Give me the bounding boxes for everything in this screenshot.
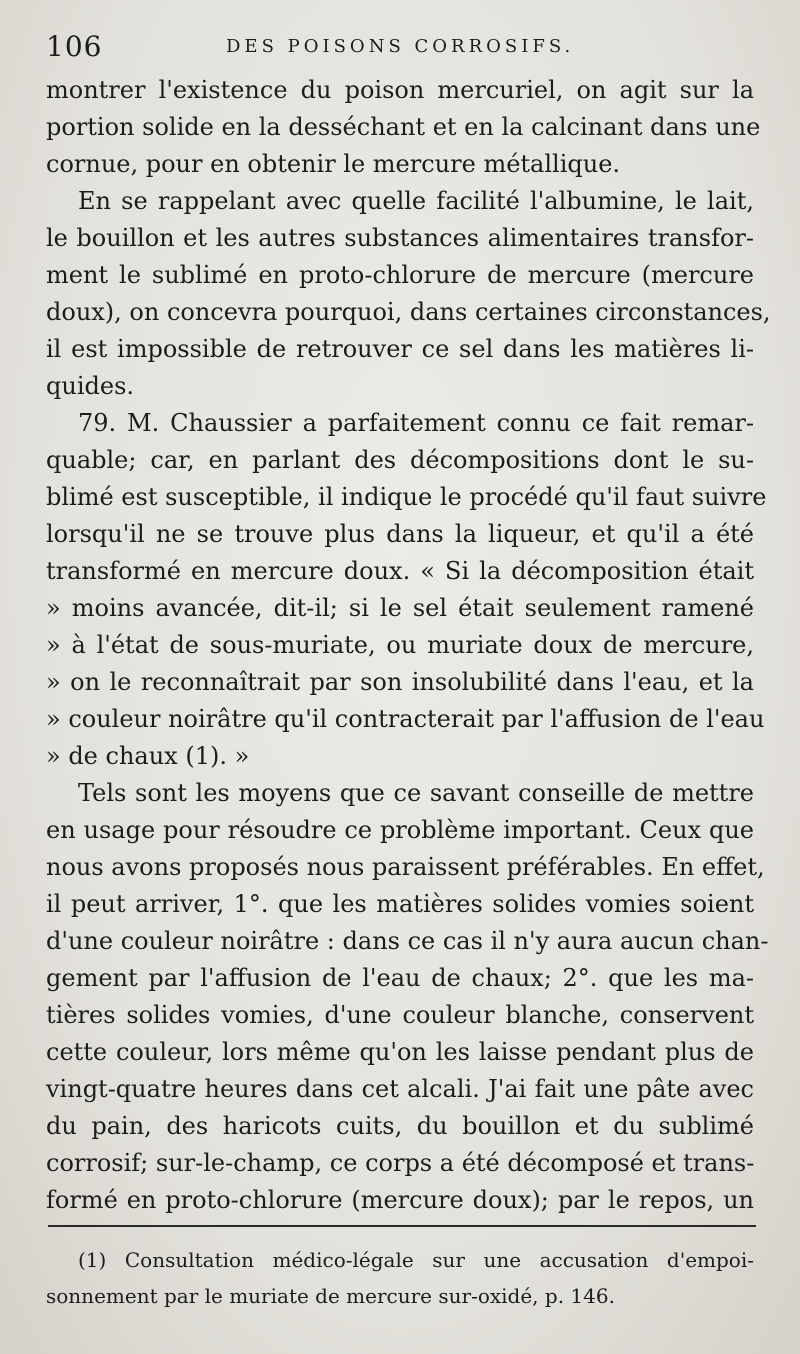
text-line: » à l'état de sous-muriate, ou muriate doux de mercure, (46, 631, 754, 659)
text-line: » on le reconnaîtrait par son insolubilité dans l'eau, et la (46, 668, 754, 696)
page-number: 106 (46, 30, 103, 63)
text-line: d'une couleur noirâtre : dans ce cas il n'y aura aucun chan- (46, 927, 769, 955)
text-line: du pain, des haricots cuits, du bouillon et du sublimé (46, 1112, 754, 1140)
text-line: corrosif; sur-le-champ, ce corps a été décomposé et trans- (46, 1149, 755, 1177)
running-head: DES POISONS CORROSIFS. (226, 36, 575, 57)
body-text (46, 72, 771, 1219)
text-line: quides. (46, 372, 135, 400)
text-line: » moins avancée, dit-il; si le sel était seulement ramené (46, 594, 754, 622)
text-line: le bouillon et les autres substances alimentaires transfor- (46, 224, 754, 252)
text-line: cette couleur, lors même qu'on les laisse pendant plus de (46, 1038, 754, 1066)
text-line: vingt-quatre heures dans cet alcali. J'ai fait une pâte avec (46, 1075, 754, 1103)
text-line: ment le sublimé en proto-chlorure de mercure (mercure (46, 261, 754, 289)
text-line: blimé est susceptible, il indique le procédé qu'il faut suivre (46, 483, 767, 511)
page-header (46, 30, 752, 66)
footnote (46, 1242, 754, 1314)
text-line: portion solide en la desséchant et en la calcinant dans une (46, 113, 761, 141)
text-line: 79. M. Chaussier a parfaitement connu ce fait remar- (78, 409, 754, 437)
footnote-rule (48, 1225, 756, 1227)
text-line: doux), on concevra pourquoi, dans certaines circonstances, (46, 298, 771, 326)
footnote-line: sonnement par le muriate de mercure sur-oxidé, p. 146. (46, 1284, 615, 1308)
text-line: lorsqu'il ne se trouve plus dans la liqueur, et qu'il a été (46, 520, 754, 548)
text-line: tières solides vomies, d'une couleur blanche, conservent (46, 1001, 754, 1029)
text-line: montrer l'existence du poison mercuriel, on agit sur la (46, 76, 754, 104)
text-line: quable; car, en parlant des décompositions dont le su- (46, 446, 754, 474)
text-line: nous avons proposés nous paraissent préférables. En effet, (46, 853, 765, 881)
text-line: En se rappelant avec quelle facilité l'albumine, le lait, (78, 187, 754, 215)
text-line: » de chaux (1). » (46, 742, 250, 770)
text-line: transformé en mercure doux. « Si la décomposition était (46, 557, 754, 585)
footnote-line: (1) Consultation médico-légale sur une accusation d'empoi- (78, 1248, 754, 1272)
text-line: formé en proto-chlorure (mercure doux); par le repos, un (46, 1186, 754, 1214)
text-line: il peut arriver, 1°. que les matières solides vomies soient (46, 890, 754, 918)
text-line: Tels sont les moyens que ce savant conseille de mettre (78, 779, 754, 807)
text-line: » couleur noirâtre qu'il contracterait par l'affusion de l'eau (46, 705, 765, 733)
text-line: gement par l'affusion de l'eau de chaux; 2°. que les ma- (46, 964, 754, 992)
text-line: en usage pour résoudre ce problème important. Ceux que (46, 816, 754, 844)
text-line: il est impossible de retrouver ce sel dans les matières li- (46, 335, 754, 363)
text-line: cornue, pour en obtenir le mercure métallique. (46, 150, 621, 178)
